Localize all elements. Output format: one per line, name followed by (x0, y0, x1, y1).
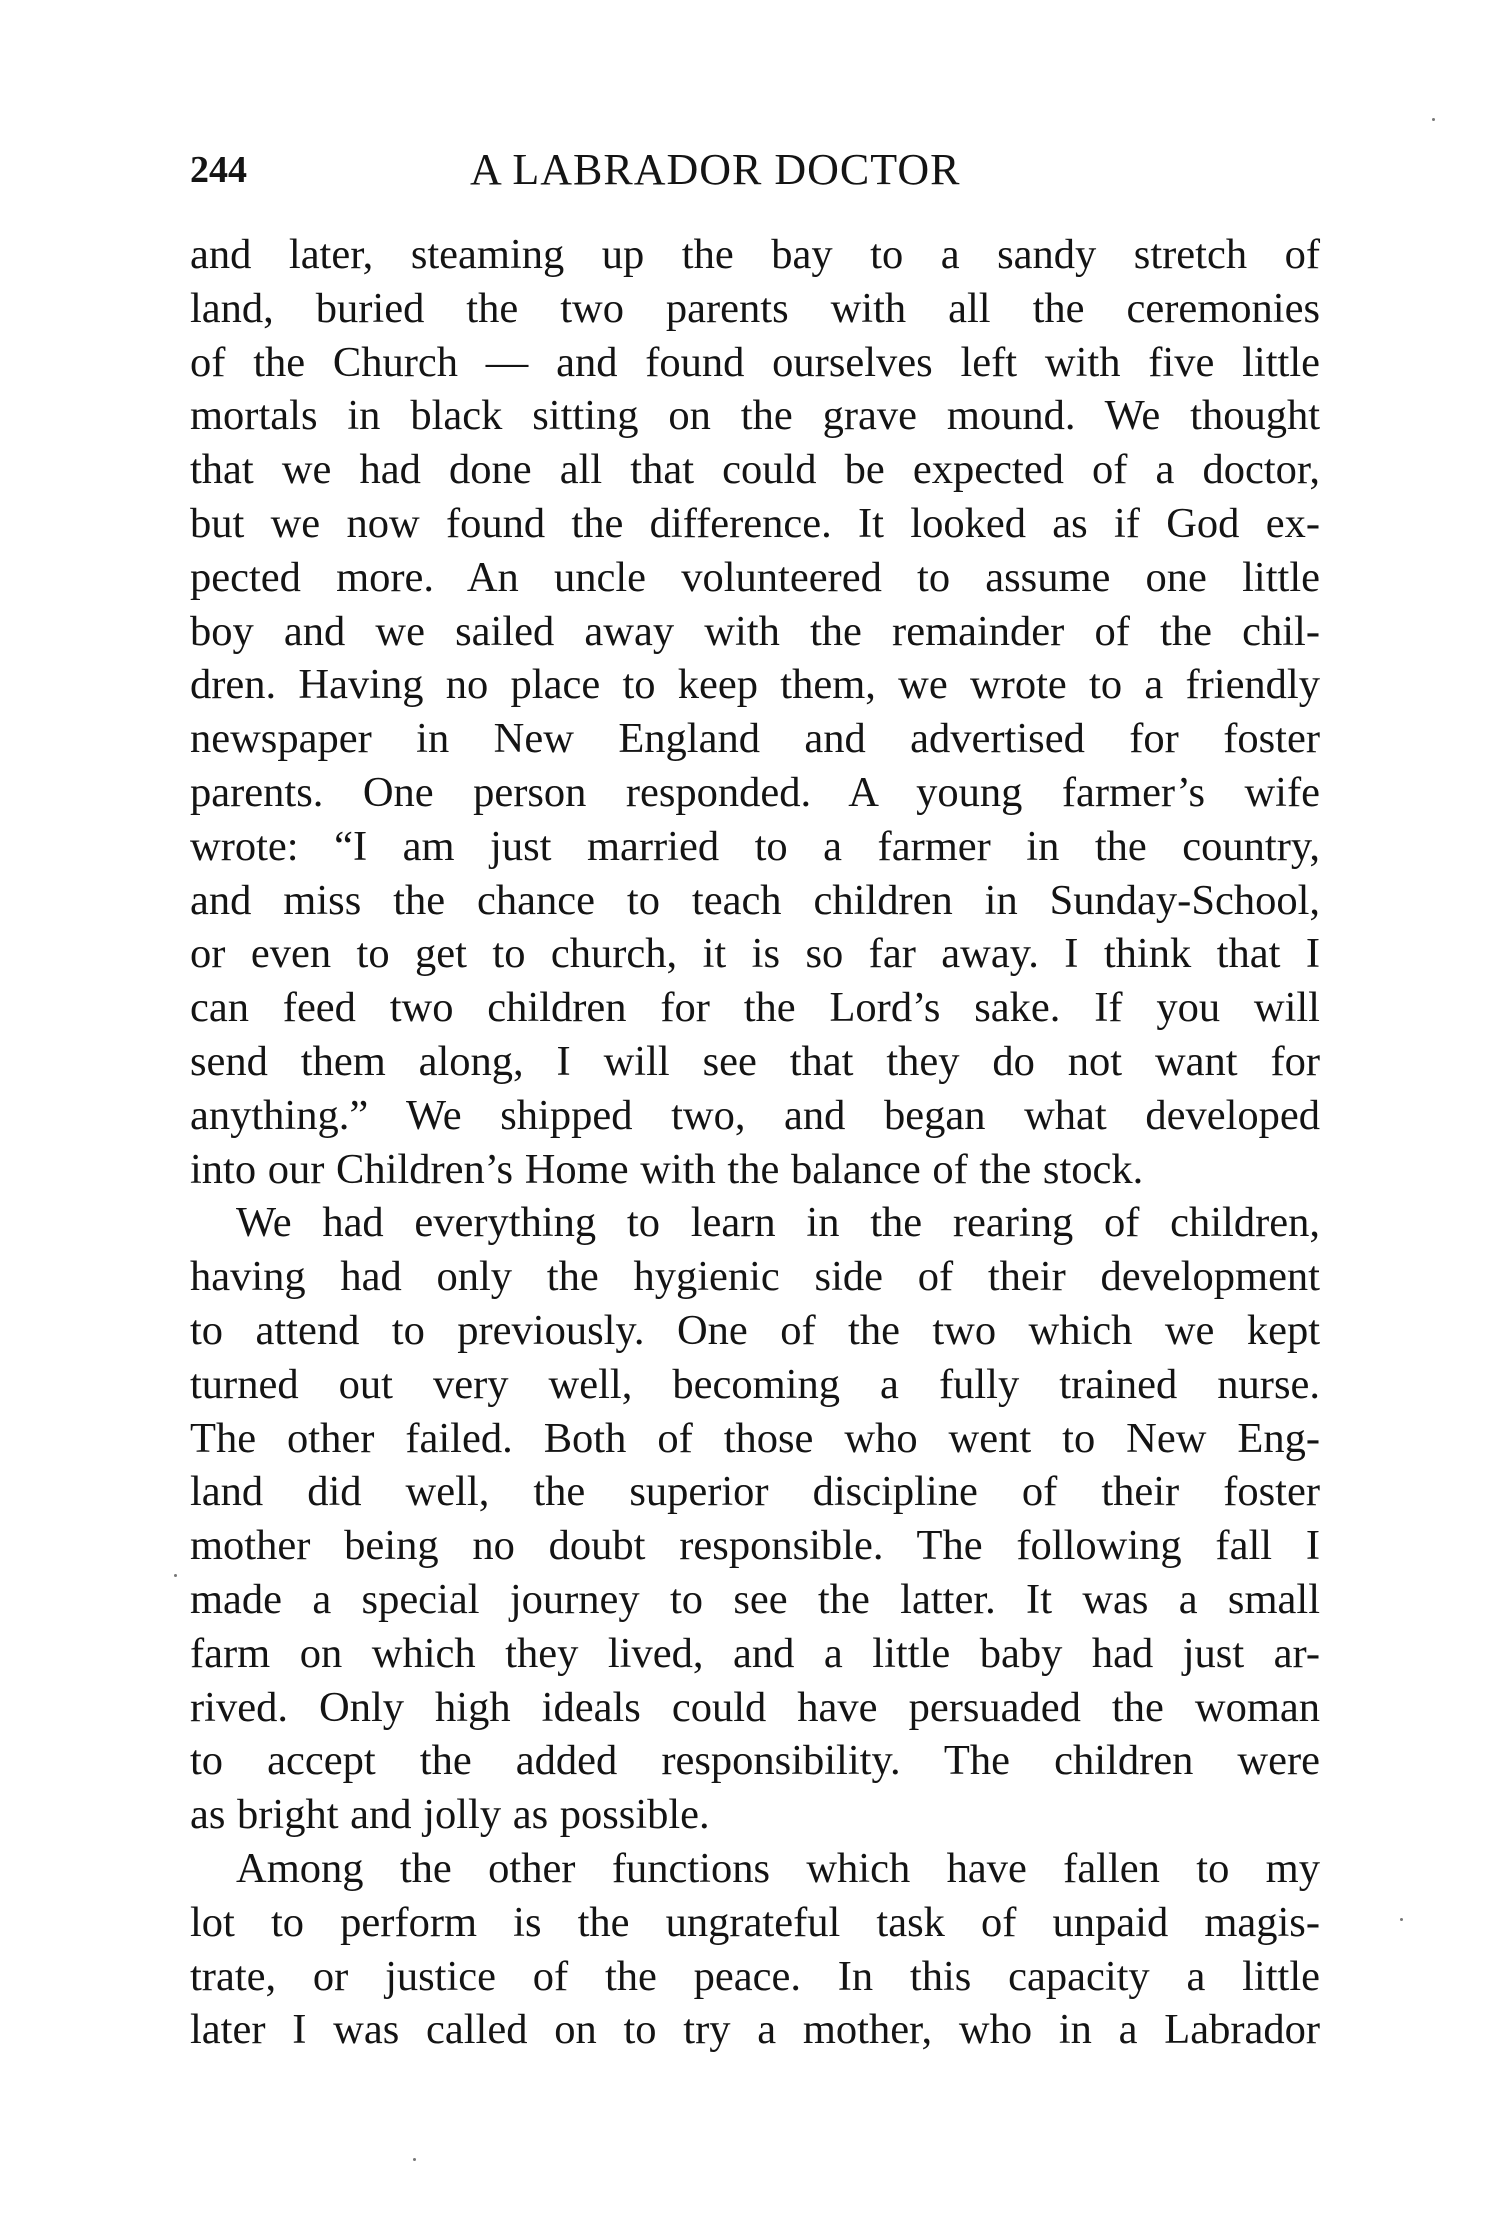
text-line: into our Children’s Home with the balance of the stock. (190, 1145, 1144, 1193)
text-line: rived. Only high ideals could have persuaded the woman (190, 1683, 1320, 1731)
text-line: having had only the hygienic side of their development (190, 1253, 1320, 1301)
text-line: mother being no doubt responsible. The following fall I (190, 1522, 1320, 1570)
text-line: wrote: “I am just married to a farmer in the country, (190, 822, 1320, 870)
text-line: We had everything to learn in the rearing of children, (236, 1199, 1320, 1247)
text-line: parents. One person responded. A young farmer’s wife (190, 768, 1320, 816)
text-line: pected more. An uncle volunteered to assume one little (190, 553, 1320, 601)
text-line: that we had done all that could be expected of a doctor, (190, 446, 1320, 494)
paragraph (190, 228, 1320, 1196)
text-line: but we now found the difference. It looked as if God ex- (190, 499, 1320, 547)
text-line: and miss the chance to teach children in Sunday-School, (190, 876, 1320, 924)
text-line: of the Church — and found ourselves left with five little (190, 338, 1320, 386)
text-line: mortals in black sitting on the grave mound. We thought (190, 392, 1320, 440)
text-line: as bright and jolly as possible. (190, 1791, 710, 1839)
page-number: 244 (190, 149, 247, 191)
text-line: send them along, I will see that they do not want for (190, 1037, 1320, 1085)
running-title: A LABRADOR DOCTOR (470, 145, 961, 194)
text-line: The other failed. Both of those who went to New Eng- (190, 1414, 1320, 1462)
body-text (190, 228, 1320, 2057)
text-line: trate, or justice of the peace. In this capacity a little (190, 1952, 1320, 2000)
running-head (190, 140, 1320, 200)
text-line: can feed two children for the Lord’s sake. If you will (190, 984, 1320, 1032)
paragraph (190, 1842, 1320, 2057)
text-line: boy and we sailed away with the remainder of the chil- (190, 607, 1320, 655)
text-line: farm on which they lived, and a little baby had just ar- (190, 1629, 1320, 1677)
text-line: turned out very well, becoming a fully trained nurse. (190, 1360, 1320, 1408)
text-line: land, buried the two parents with all the ceremonies (190, 284, 1320, 332)
scan-speck (413, 2158, 416, 2161)
text-line: anything.” We shipped two, and began what developed (190, 1091, 1320, 1139)
text-line: to accept the added responsibility. The children were (190, 1737, 1320, 1785)
scan-speck (174, 1574, 177, 1577)
scan-speck (1432, 118, 1435, 121)
text-line: or even to get to church, it is so far away. I think that I (190, 930, 1320, 978)
scan-speck (1400, 1918, 1403, 1921)
paragraph (190, 1196, 1320, 1842)
text-line: lot to perform is the ungrateful task of unpaid magis- (190, 1898, 1320, 1946)
text-line: dren. Having no place to keep them, we wrote to a friendly (190, 661, 1320, 709)
text-line: newspaper in New England and advertised for foster (190, 715, 1320, 763)
text-line: to attend to previously. One of the two which we kept (190, 1306, 1320, 1354)
text-line: made a special journey to see the latter. It was a small (190, 1575, 1320, 1623)
text-line: Among the other functions which have fallen to my (236, 1844, 1320, 1892)
text-line: land did well, the superior discipline of their foster (190, 1468, 1320, 1516)
text-line: later I was called on to try a mother, who in a Labrador (190, 2006, 1320, 2054)
text-line: and later, steaming up the bay to a sandy stretch of (190, 231, 1320, 278)
